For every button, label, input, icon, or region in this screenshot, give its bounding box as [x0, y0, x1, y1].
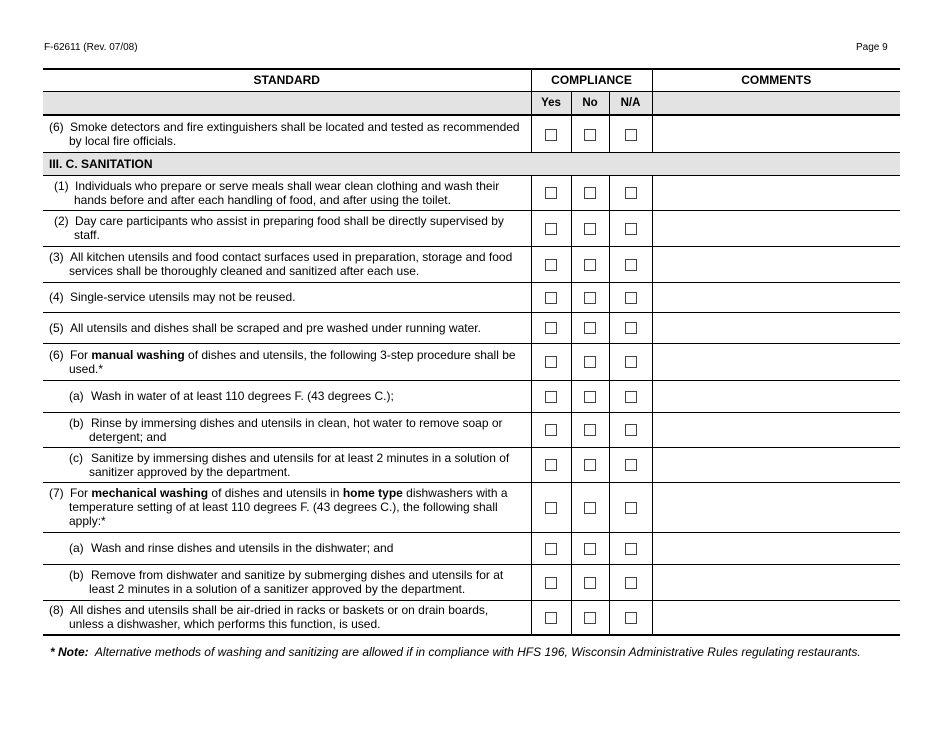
item-number: (b)	[69, 568, 84, 582]
na-cell	[609, 312, 652, 343]
standard-text	[43, 115, 531, 152]
no-cell	[571, 380, 609, 412]
comments-cell[interactable]	[652, 447, 900, 482]
yes-cell	[531, 482, 571, 532]
na-cell	[609, 447, 652, 482]
table-body	[43, 115, 900, 635]
na-checkbox[interactable]	[625, 502, 637, 514]
standard-row	[43, 600, 900, 635]
no-checkbox[interactable]	[584, 612, 596, 624]
yes-checkbox[interactable]	[545, 391, 557, 403]
standard-row	[43, 482, 900, 532]
yes-cell	[531, 532, 571, 564]
yes-cell	[531, 210, 571, 246]
no-checkbox[interactable]	[584, 322, 596, 334]
no-checkbox[interactable]	[584, 292, 596, 304]
standard-line: Day care participants who assist in preparing food shall be directly supervised by	[75, 214, 504, 228]
no-checkbox[interactable]	[584, 459, 596, 471]
item-number: (6)	[49, 119, 64, 134]
emphasis: mechanical washing	[91, 486, 209, 500]
yes-cell	[531, 246, 571, 282]
no-checkbox[interactable]	[584, 223, 596, 235]
no-checkbox[interactable]	[584, 129, 596, 141]
na-checkbox[interactable]	[625, 223, 637, 235]
na-checkbox[interactable]	[625, 292, 637, 304]
yes-cell	[531, 412, 571, 447]
yes-checkbox[interactable]	[545, 259, 557, 271]
yes-cell	[531, 564, 571, 600]
standard-row	[43, 175, 900, 210]
no-checkbox[interactable]	[584, 543, 596, 555]
na-checkbox[interactable]	[625, 577, 637, 589]
standard-line: detergent; and	[89, 429, 167, 444]
standard-text	[43, 532, 531, 564]
yes-cell	[531, 447, 571, 482]
na-cell	[609, 115, 652, 152]
no-checkbox[interactable]	[584, 424, 596, 436]
footnote	[50, 645, 861, 659]
yes-checkbox[interactable]	[545, 459, 557, 471]
standard-line: dishwashers with a	[402, 486, 508, 500]
no-header: No	[571, 91, 609, 115]
yes-cell	[531, 282, 571, 312]
no-cell	[571, 412, 609, 447]
standard-header: STANDARD	[253, 73, 320, 88]
item-number: (1)	[54, 178, 69, 193]
comments-cell[interactable]	[652, 380, 900, 412]
standard-text	[43, 482, 531, 532]
item-number: (3)	[49, 250, 64, 264]
na-checkbox[interactable]	[625, 424, 637, 436]
item-number: (a)	[69, 389, 84, 403]
no-cell	[571, 532, 609, 564]
standard-line: All utensils and dishes shall be scraped and pre washed under running water.	[70, 320, 481, 335]
na-cell	[609, 600, 652, 635]
item-number: (5)	[49, 320, 64, 335]
standard-line: services shall be thoroughly cleaned and sanitized after each use.	[69, 264, 420, 278]
standard-text	[43, 380, 531, 412]
emphasis: manual washing	[91, 347, 185, 362]
standard-line: All kitchen utensils and food contact surfaces used in preparation, storage and food	[70, 250, 513, 264]
page-number: Page 9	[856, 42, 888, 53]
standard-line: All dishes and utensils shall be air-dried in racks or baskets or on drain boards,	[70, 603, 489, 618]
standard-row	[43, 564, 900, 600]
standard-line: Wash in water of at least 110 degrees F. (43 degrees C.);	[91, 389, 394, 403]
yes-cell	[531, 312, 571, 343]
yes-checkbox[interactable]	[545, 577, 557, 589]
standard-text	[43, 600, 531, 635]
standard-row	[43, 282, 900, 312]
comments-cell[interactable]	[652, 600, 900, 635]
no-cell	[571, 246, 609, 282]
yes-checkbox[interactable]	[545, 187, 557, 199]
item-number: (6)	[49, 347, 64, 362]
item-number: (c)	[69, 450, 83, 465]
standard-line: apply:*	[69, 514, 106, 528]
no-cell	[571, 115, 609, 152]
comments-cell[interactable]	[652, 282, 900, 312]
standard-row	[43, 115, 900, 152]
standard-row	[43, 380, 900, 412]
no-checkbox[interactable]	[584, 502, 596, 514]
header-row	[43, 69, 900, 91]
no-checkbox[interactable]	[584, 356, 596, 368]
standard-row	[43, 210, 900, 246]
yes-cell	[531, 380, 571, 412]
yes-cell	[531, 600, 571, 635]
na-cell	[609, 564, 652, 600]
na-cell	[609, 246, 652, 282]
no-checkbox[interactable]	[584, 577, 596, 589]
na-cell	[609, 210, 652, 246]
compliance-table	[43, 68, 900, 636]
no-cell	[571, 210, 609, 246]
yes-checkbox[interactable]	[545, 129, 557, 141]
na-checkbox[interactable]	[625, 187, 637, 199]
standard-text	[43, 175, 531, 210]
yes-checkbox[interactable]	[545, 223, 557, 235]
na-cell	[609, 282, 652, 312]
standard-line: used.*	[69, 361, 104, 376]
standard-text	[43, 412, 531, 447]
standard-line: temperature setting of at least 110 degrees F. (43 degrees C.), the following shall	[69, 500, 498, 514]
yes-cell	[531, 175, 571, 210]
no-cell	[571, 447, 609, 482]
standard-row	[43, 343, 900, 380]
na-cell	[609, 380, 652, 412]
standard-line: sanitizer approved by the department.	[89, 464, 291, 479]
no-cell	[571, 343, 609, 380]
yes-cell	[531, 343, 571, 380]
na-checkbox[interactable]	[625, 543, 637, 555]
item-number: (b)	[69, 415, 84, 430]
na-checkbox[interactable]	[625, 459, 637, 471]
yes-checkbox[interactable]	[545, 543, 557, 555]
standard-line: Smoke detectors and fire extinguishers shall be located and tested as recommended	[70, 119, 520, 134]
standard-line: of dishes and utensils, the following 3-step procedure shall be	[184, 347, 516, 362]
na-checkbox[interactable]	[625, 259, 637, 271]
standard-text	[43, 312, 531, 343]
yes-checkbox[interactable]	[545, 356, 557, 368]
no-cell	[571, 175, 609, 210]
standard-row	[43, 246, 900, 282]
na-checkbox[interactable]	[625, 612, 637, 624]
comments-subheader	[652, 91, 900, 115]
yes-checkbox[interactable]	[545, 322, 557, 334]
na-checkbox[interactable]	[625, 391, 637, 403]
no-checkbox[interactable]	[584, 259, 596, 271]
no-checkbox[interactable]	[584, 391, 596, 403]
yes-cell	[531, 115, 571, 152]
no-checkbox[interactable]	[584, 187, 596, 199]
comments-cell[interactable]	[652, 210, 900, 246]
standard-line: hands before and after each handling of food, and after using the toilet.	[74, 192, 451, 207]
na-checkbox[interactable]	[625, 322, 637, 334]
comments-cell[interactable]	[652, 343, 900, 380]
no-cell	[571, 564, 609, 600]
standard-line: Single-service utensils may not be reused.	[70, 290, 296, 304]
na-checkbox[interactable]	[625, 129, 637, 141]
yes-header: Yes	[531, 91, 571, 115]
emphasis: home type	[342, 486, 403, 500]
section-row	[43, 152, 900, 175]
standard-line: Individuals who prepare or serve meals shall wear clean clothing and wash their	[75, 178, 500, 193]
no-cell	[571, 600, 609, 635]
standard-line: least 2 minutes in a solution of a sanitizer approved by the department.	[89, 582, 466, 596]
standard-row	[43, 312, 900, 343]
yes-checkbox[interactable]	[545, 424, 557, 436]
comments-cell[interactable]	[652, 532, 900, 564]
comments-header: COMMENTS	[652, 69, 900, 91]
standard-subheader	[43, 91, 531, 115]
standard-text	[43, 246, 531, 282]
subheader-row	[43, 91, 900, 115]
comments-cell[interactable]	[652, 312, 900, 343]
item-number: (7)	[49, 486, 64, 500]
na-header: N/A	[609, 91, 652, 115]
standard-line: staff.	[74, 228, 100, 242]
section-title: III. C. SANITATION	[43, 152, 900, 175]
standard-line: by local fire officials.	[69, 133, 177, 148]
standard-row	[43, 412, 900, 447]
standard-text	[43, 282, 531, 312]
na-cell	[609, 482, 652, 532]
note-label: * Note:	[50, 645, 89, 659]
na-cell	[609, 532, 652, 564]
standard-line: Sanitize by immersing dishes and utensils for at least 2 minutes in a solution of	[91, 450, 510, 465]
comments-cell[interactable]	[652, 175, 900, 210]
standard-line: For	[70, 486, 92, 500]
yes-checkbox[interactable]	[545, 612, 557, 624]
item-number: (8)	[49, 603, 64, 618]
note-text: Alternative methods of washing and sanitizing are allowed if in compliance with HFS 196, Wisconsin Administrative Rules regulating restaurants.	[94, 645, 861, 659]
na-checkbox[interactable]	[625, 356, 637, 368]
na-cell	[609, 175, 652, 210]
standard-line: Remove from dishwater and sanitize by submerging dishes and utensils for at	[91, 568, 504, 582]
standard-text	[43, 447, 531, 482]
comments-cell[interactable]	[652, 246, 900, 282]
comments-cell[interactable]	[652, 482, 900, 532]
standard-text	[43, 343, 531, 380]
compliance-header: COMPLIANCE	[531, 69, 652, 91]
yes-checkbox[interactable]	[545, 502, 557, 514]
item-number: (a)	[69, 541, 84, 555]
yes-checkbox[interactable]	[545, 292, 557, 304]
standard-line: Wash and rinse dishes and utensils in the dishwater; and	[91, 541, 394, 555]
comments-cell[interactable]	[652, 115, 900, 152]
standard-line: Rinse by immersing dishes and utensils in clean, hot water to remove soap or	[91, 415, 503, 430]
standard-line: of dishes and utensils in	[208, 486, 343, 500]
no-cell	[571, 482, 609, 532]
form-id: F-62611 (Rev. 07/08)	[44, 42, 138, 53]
comments-cell[interactable]	[652, 564, 900, 600]
comments-cell[interactable]	[652, 412, 900, 447]
no-cell	[571, 312, 609, 343]
no-cell	[571, 282, 609, 312]
standard-row	[43, 532, 900, 564]
item-number: (2)	[54, 214, 69, 228]
standard-row	[43, 447, 900, 482]
na-cell	[609, 343, 652, 380]
item-number: (4)	[49, 290, 64, 304]
standard-line: For	[70, 347, 92, 362]
na-cell	[609, 412, 652, 447]
standard-text	[43, 564, 531, 600]
standard-line: unless a dishwasher, which performs this function, is used.	[69, 617, 381, 632]
standard-text	[43, 210, 531, 246]
